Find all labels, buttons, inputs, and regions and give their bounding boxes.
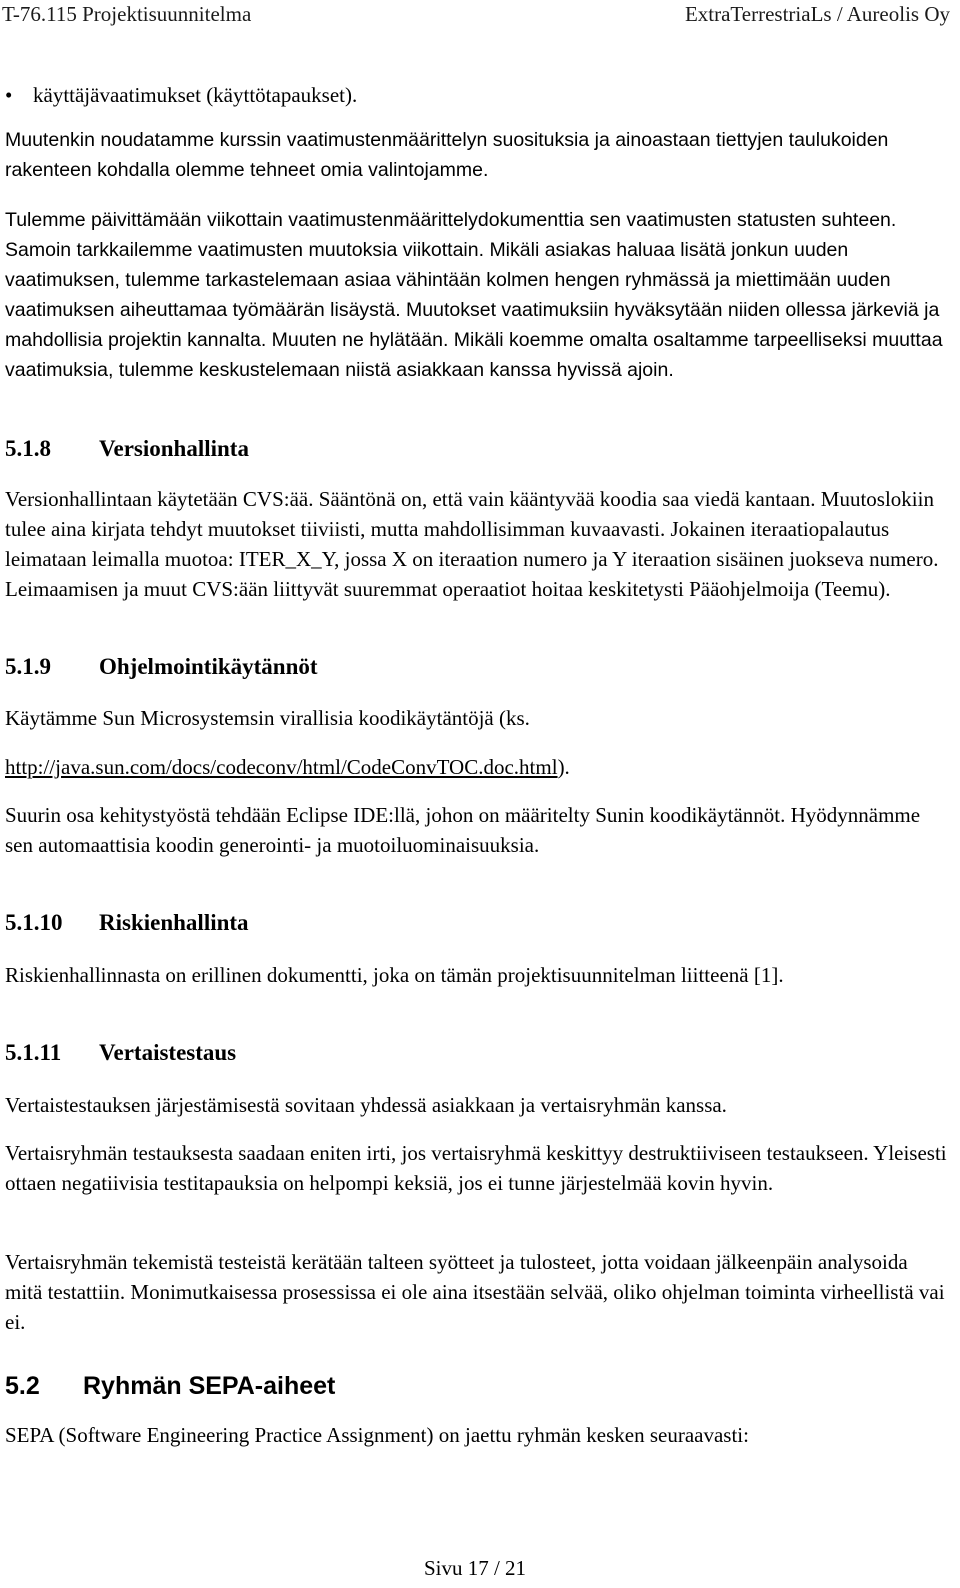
bullet-text: käyttäjävaatimukset (käyttötapaukset).	[33, 83, 358, 107]
section-title: Vertaistestaus	[99, 1040, 237, 1065]
paragraph-requirements-updates: Tulemme päivittämään viikottain vaatimustenmäärittelydokumenttia sen vaatimusten statusten suhteen. Samoin tarkkailemme vaatimusten muutoksia viikottain. Mikäli asiakas haluaa lisätä jonkun uuden vaatimuksen, tulemme tarkastelemaan asiaa vähintään kolmen hengen ryhmässä ja miettimään uuden vaatimuksen aiheuttamaa työmäärän lisäystä. Muutokset vaatimuksiin hyväksytään niiden ollessa järkeviä ja mahdollisia projektin kannalta. Muuten ne hylätään. Mikäli koemme omalta osaltamme tarpeelliseksi muuttaa vaatimuksia, tulemme keskustelemaan niistä asiakkaan kanssa hyvissä ajoin.	[5, 209, 943, 381]
code-conventions-link[interactable]: http://java.sun.com/docs/codeconv/html/CodeConvTOC.doc.html	[5, 755, 558, 779]
bullet-item	[5, 80, 357, 110]
paragraph-version-control: Versionhallintaan käytetään CVS:ää. Sääntönä on, että vain kääntyvää koodia saa viedä kantaan. Muutoslokiin tulee aina kirjata tehdyt muutokset tiiviisti, mutta mahdollisimman kuvaavasti. Jokainen iteraatiopalautus leimataan leimalla muotoa: ITER_X_Y, jossa X on iteraation numero ja Y iteraation sisäinen juokseva numero. Leimaamisen ja muut CVS:ään liittyvät suuremmat operaatiot hoitaa keskitetysti Pääohjelmoija (Teemu).	[5, 487, 939, 601]
section-heading-5-1-11	[5, 1040, 236, 1066]
paragraph-peer-testing-destructive: Vertaisryhmän testauksesta saadaan eniten irti, jos vertaisryhmä keskittyy destruktiiviseen testaukseen. Yleisesti ottaen negatiivisia testitapauksia on helpompi keksiä, jos ei tunne järjestelmää kovin hyvin.	[5, 1141, 947, 1195]
section-title: Versionhallinta	[99, 436, 249, 461]
section-number: 5.1.11	[5, 1040, 62, 1065]
section-number: 5.1.10	[5, 910, 63, 935]
section-number: 5.1.8	[5, 436, 51, 461]
header-title: T-76.115 Projektisuunnitelma	[2, 2, 252, 26]
section-number: 5.1.9	[5, 654, 51, 679]
paragraph-peer-testing-records: Vertaisryhmän tekemistä testeistä kerätään talteen syötteet ja tulosteet, jotta voidaan jälkeenpäin analysoida mitä testattiin. Monimutkaisessa prosessissa ei ole aina itsestään selvää, oliko ohjelman toiminta virheellistä vai ei.	[5, 1250, 945, 1334]
section-number: 5.2	[5, 1372, 40, 1400]
paragraph-code-conventions-link	[5, 752, 950, 782]
section-heading-5-2	[5, 1372, 335, 1401]
section-title: Ohjelmointikäytännöt	[99, 654, 318, 679]
header-company: ExtraTerrestriaLs / Aureolis Oy	[684, 2, 950, 26]
paragraph-code-conventions: Käytämme Sun Microsystemsin virallisia koodikäytäntöjä (ks.	[5, 706, 530, 730]
link-tail: ).	[557, 755, 570, 779]
paragraph-risk-management: Riskienhallinnasta on erillinen dokumentti, joka on tämän projektisuunnitelman liitteenä [1].	[5, 963, 784, 987]
section-heading-5-1-10	[5, 910, 249, 936]
section-title: Ryhmän SEPA-aiheet	[83, 1372, 336, 1400]
paragraph-peer-testing-arrangement: Vertaistestauksen järjestämisestä sovitaan yhdessä asiakkaan ja vertaisryhmän kanssa.	[5, 1093, 727, 1117]
paragraph-sepa: SEPA (Software Engineering Practice Assignment) on jaettu ryhmän kesken seuraavasti:	[5, 1423, 749, 1447]
section-heading-5-1-9	[5, 654, 318, 680]
page-number: Sivu 17 / 21	[423, 1556, 527, 1580]
section-heading-5-1-8	[5, 436, 249, 462]
paragraph-requirements-practice: Muutenkin noudatamme kurssin vaatimustenmäärittelyn suosituksia ja ainoastaan tiettyjen taulukoiden rakenteen kohdalla olemme tehneet omia valintojamme.	[5, 129, 889, 181]
bullet-icon: •	[5, 83, 13, 107]
section-title: Riskienhallinta	[99, 910, 249, 935]
paragraph-eclipse: Suurin osa kehitystyöstä tehdään Eclipse IDE:llä, johon on määritelty Sunin koodikäytännöt. Hyödynnämme sen automaattisia koodin generointi- ja muotoiluominaisuuksia.	[5, 803, 921, 857]
page-header	[0, 2, 950, 32]
